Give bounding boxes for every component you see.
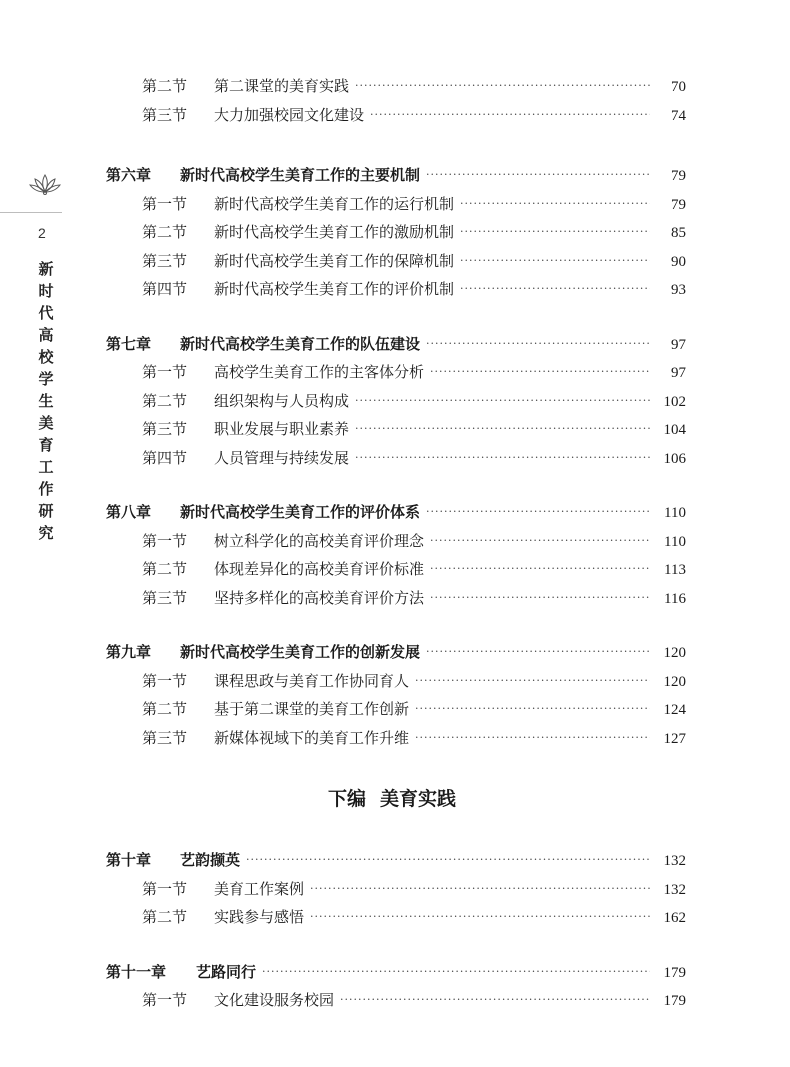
part-heading[interactable] [98,778,686,820]
section-label: 第二节 [142,223,188,241]
section-title: 体现差异化的高校美育评价标准 [214,560,425,578]
section-label: 第三节 [142,251,188,270]
page-ref: 124 [663,702,686,718]
dot-leader [310,903,650,932]
page-number: 2 [38,225,46,241]
section-title: 组织架构与人员构成 [214,391,350,410]
page-ref: 162 [663,910,686,926]
section-label: 第四节 [142,448,188,467]
page-ref: 90 [671,253,686,270]
toc-entry[interactable] [106,275,686,304]
page-ref: 102 [663,393,686,410]
part-title: 美育实践 [380,788,457,810]
section-label: 第一节 [142,194,188,213]
page-ref: 104 [663,422,686,438]
dot-leader [370,101,650,130]
toc-entry[interactable] [106,695,686,724]
page-ref: 97 [671,365,686,381]
table-of-contents [106,72,686,1015]
page-ref: 106 [663,450,686,467]
section-label: 第一节 [142,363,188,381]
dot-leader [426,638,650,667]
page-ref: 120 [663,673,686,690]
toc-entry[interactable] [106,387,686,416]
section-label: 第一节 [142,671,188,690]
section-label: 第三节 [142,105,188,124]
chapter-title: 新时代高校学生美育工作的主要机制 [180,166,421,184]
chapter-label: 第六章 [106,166,152,184]
toc-entry[interactable] [106,101,686,130]
toc-entry[interactable] [106,218,686,247]
toc-entry[interactable] [106,724,686,753]
chapter-title: 艺韵撷英 [180,851,241,869]
dot-leader [355,415,650,444]
dot-leader [355,444,650,473]
dot-leader [262,958,650,987]
lotus-ornament-icon [28,172,62,196]
toc-chapter-entry[interactable] [106,161,686,190]
page-ref: 93 [671,282,686,298]
section-title: 基于第二课堂的美育工作创新 [214,700,410,718]
page-ref: 85 [671,225,686,241]
toc-chapter-entry[interactable] [106,330,686,359]
section-label: 第三节 [142,420,188,438]
dot-leader [426,498,650,527]
section-title: 文化建设服务校园 [214,991,335,1009]
dot-leader [355,72,650,101]
section-title: 美育工作案例 [214,879,305,898]
page-ref: 110 [664,505,686,521]
dot-leader [426,161,650,190]
section-label: 第二节 [142,77,188,95]
dot-leader [415,667,650,696]
section-title: 大力加强校园文化建设 [214,105,365,124]
section-title: 实践参与感悟 [214,908,305,926]
page-ref: 127 [663,730,686,747]
section-title: 树立科学化的高校美育评价理念 [214,531,425,550]
section-label: 第三节 [142,588,188,607]
section-title: 新时代高校学生美育工作的运行机制 [214,194,455,213]
section-label: 第二节 [142,391,188,410]
section-title: 人员管理与持续发展 [214,448,350,467]
section-label: 第二节 [142,908,188,926]
section-label: 第二节 [142,700,188,718]
section-title: 新时代高校学生美育工作的保障机制 [214,251,455,270]
chapter-label: 第七章 [106,334,152,353]
section-title: 新媒体视域下的美育工作升维 [214,728,410,747]
chapter-title: 新时代高校学生美育工作的评价体系 [180,503,421,521]
dot-leader [340,986,650,1015]
part-label: 下编 [327,788,366,810]
page-ref: 70 [671,79,686,95]
toc-entry[interactable] [106,247,686,276]
section-label: 第二节 [142,560,188,578]
section-title: 新时代高校学生美育工作的评价机制 [214,280,455,298]
toc-entry[interactable] [106,72,686,101]
toc-entry[interactable] [106,415,686,444]
chapter-label: 第九章 [106,643,152,661]
page-ref: 179 [663,993,686,1009]
chapter-title: 艺路同行 [196,962,257,981]
dot-leader [415,695,650,724]
section-title: 高校学生美育工作的主客体分析 [214,363,425,381]
toc-entry[interactable] [106,986,686,1015]
running-book-title: 新时代高校学生美育工作研究 [38,260,54,542]
toc-chapter-entry[interactable] [106,638,686,667]
dot-leader [310,875,650,904]
section-label: 第一节 [142,531,188,550]
page-ref: 179 [663,964,686,981]
toc-entry[interactable] [106,444,686,473]
page-ref: 97 [671,336,686,353]
page-ref: 116 [664,590,686,607]
section-label: 第一节 [142,991,188,1009]
toc-entry[interactable] [106,903,686,932]
chapter-label: 第十章 [106,851,152,869]
toc-entry[interactable] [106,527,686,556]
chapter-label: 第十一章 [106,962,167,981]
section-title: 职业发展与职业素养 [214,420,350,438]
page-ref: 110 [664,533,686,550]
section-title: 新时代高校学生美育工作的激励机制 [214,223,455,241]
dot-leader [430,555,650,584]
page-ref: 132 [663,853,686,869]
toc-entry[interactable] [106,667,686,696]
toc-entry[interactable] [106,555,686,584]
dot-leader [246,846,650,875]
dot-leader [426,330,650,359]
section-label: 第一节 [142,879,188,898]
toc-entry[interactable] [106,584,686,613]
page-ref: 79 [671,196,686,213]
dot-leader [430,584,650,613]
toc-entry[interactable] [106,358,686,387]
chapter-title: 新时代高校学生美育工作的创新发展 [180,643,421,661]
margin-divider [0,212,62,213]
section-title: 坚持多样化的高校美育评价方法 [214,588,425,607]
dot-leader [355,387,650,416]
dot-leader [460,190,650,219]
toc-chapter-entry[interactable] [106,846,686,875]
toc-chapter-entry[interactable] [106,958,686,987]
section-title: 第二课堂的美育实践 [214,77,350,95]
page-ref: 79 [671,168,686,184]
dot-leader [415,724,650,753]
chapter-label: 第八章 [106,503,152,521]
dot-leader [460,218,650,247]
dot-leader [460,275,650,304]
page-ref: 113 [664,562,686,578]
toc-entry[interactable] [106,875,686,904]
page-ref: 74 [671,107,686,124]
section-title: 课程思政与美育工作协同育人 [214,671,410,690]
dot-leader [430,358,650,387]
chapter-title: 新时代高校学生美育工作的队伍建设 [180,334,421,353]
section-label: 第三节 [142,728,188,747]
dot-leader [430,527,650,556]
page-ref: 132 [663,881,686,898]
dot-leader [460,247,650,276]
section-label: 第四节 [142,280,188,298]
toc-chapter-entry[interactable] [106,498,686,527]
toc-entry[interactable] [106,190,686,219]
page-ref: 120 [663,645,686,661]
